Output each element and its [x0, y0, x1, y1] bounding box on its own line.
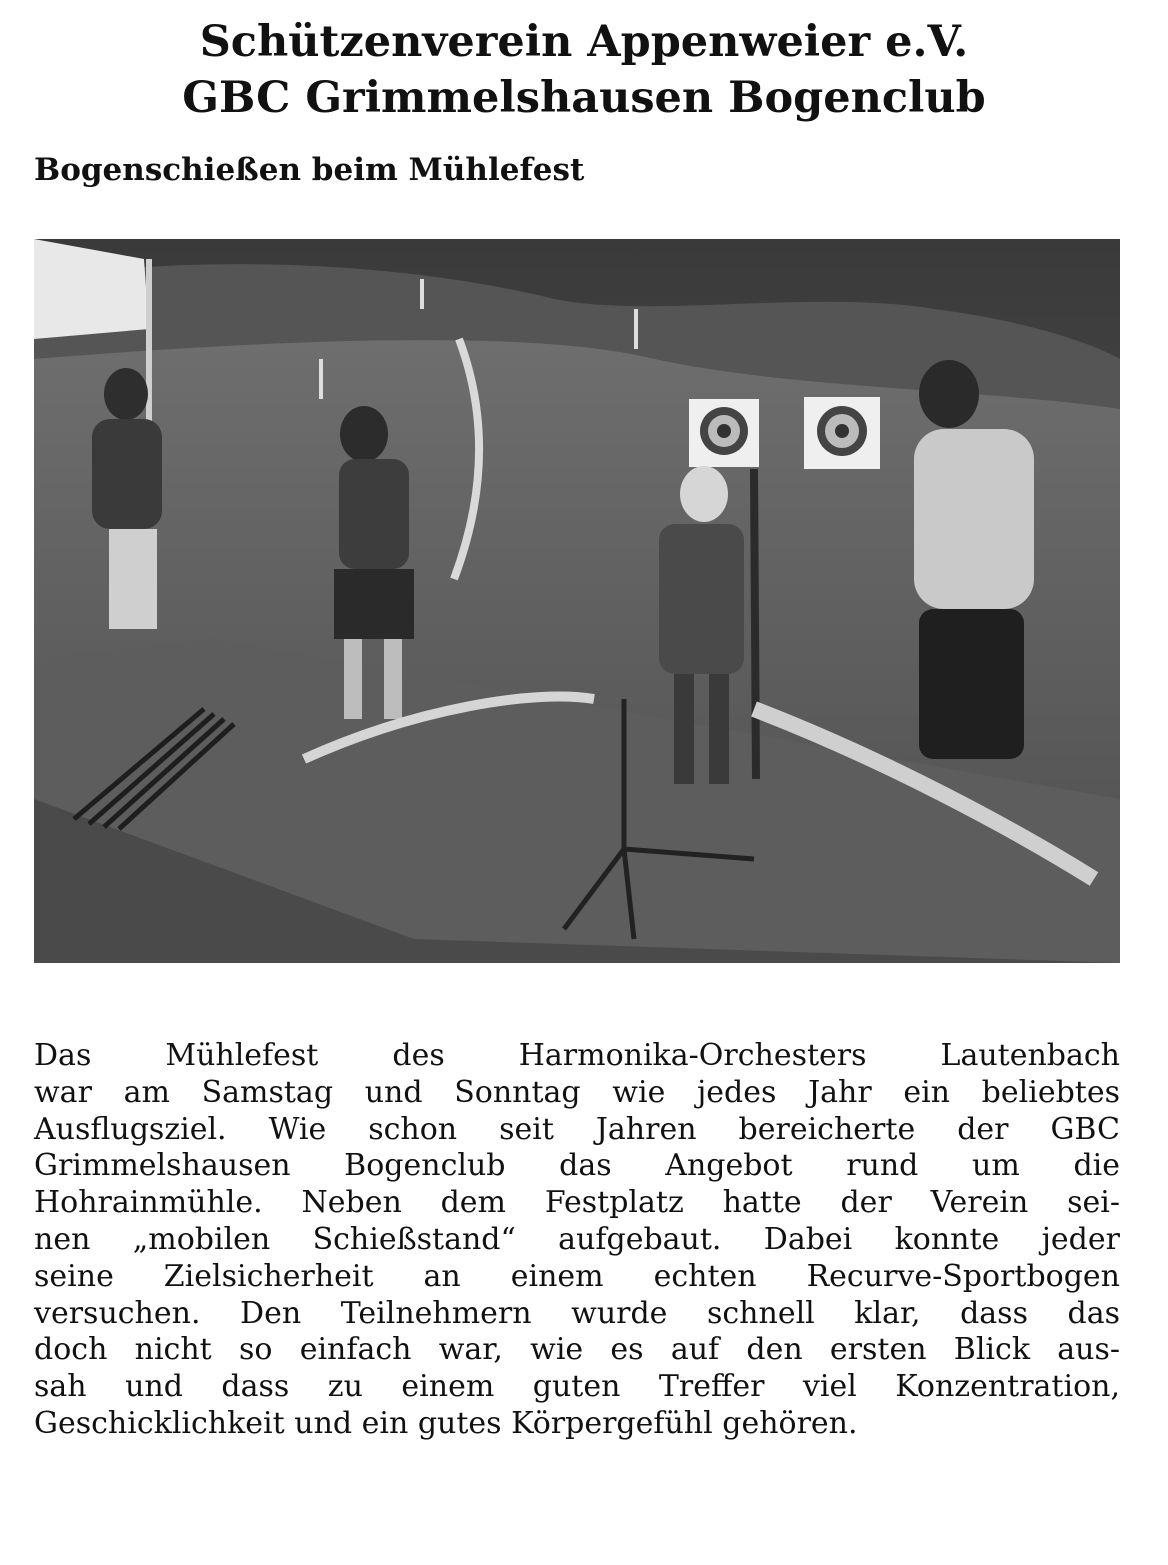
- title-line-2: GBC Grimmelshausen Bogenclub: [182, 73, 986, 123]
- article-line-5: Hohrainmühle. Neben dem Festplatz hatte der Verein sei-: [34, 1185, 1120, 1221]
- article-line-2: war am Samstag und Sonntag wie jedes Jahr ein beliebtes: [34, 1074, 1120, 1110]
- article-line-6: nen „mobilen Schießstand“ aufgebaut. Dabei konnte jeder: [34, 1221, 1120, 1257]
- article-line-10: sah und dass zu einem guten Treffer viel Konzentration,: [34, 1369, 1120, 1405]
- article-subtitle: Bogenschießen beim Mühlefest: [34, 152, 585, 188]
- article-line-9: doch nicht so einfach war, wie es auf den ersten Blick aus-: [34, 1332, 1120, 1368]
- photo-illustration: [34, 239, 1120, 963]
- article-line-1: Das Mühlefest des Harmonika-Orchesters Lautenbach: [34, 1038, 1120, 1073]
- archery-photo: [34, 239, 1120, 963]
- article-line-4: Grimmelshausen Bogenclub das Angebot rund um die: [34, 1148, 1120, 1184]
- article-line-3: Ausflugsziel. Wie schon seit Jahren bereicherte der GBC: [34, 1111, 1120, 1147]
- article-line-8: versuchen. Den Teilnehmern wurde schnell klar, dass das: [34, 1295, 1120, 1331]
- title-line-1: Schützenverein Appenweier e.V.: [199, 17, 969, 67]
- article-line-11: Geschicklichkeit und ein gutes Körpergefühl gehören.: [34, 1405, 858, 1441]
- article-body: [34, 1038, 1120, 1443]
- article-line-7: seine Zielsicherheit an einem echten Recurve-Sportbogen: [34, 1258, 1120, 1294]
- page-title: [0, 14, 1168, 126]
